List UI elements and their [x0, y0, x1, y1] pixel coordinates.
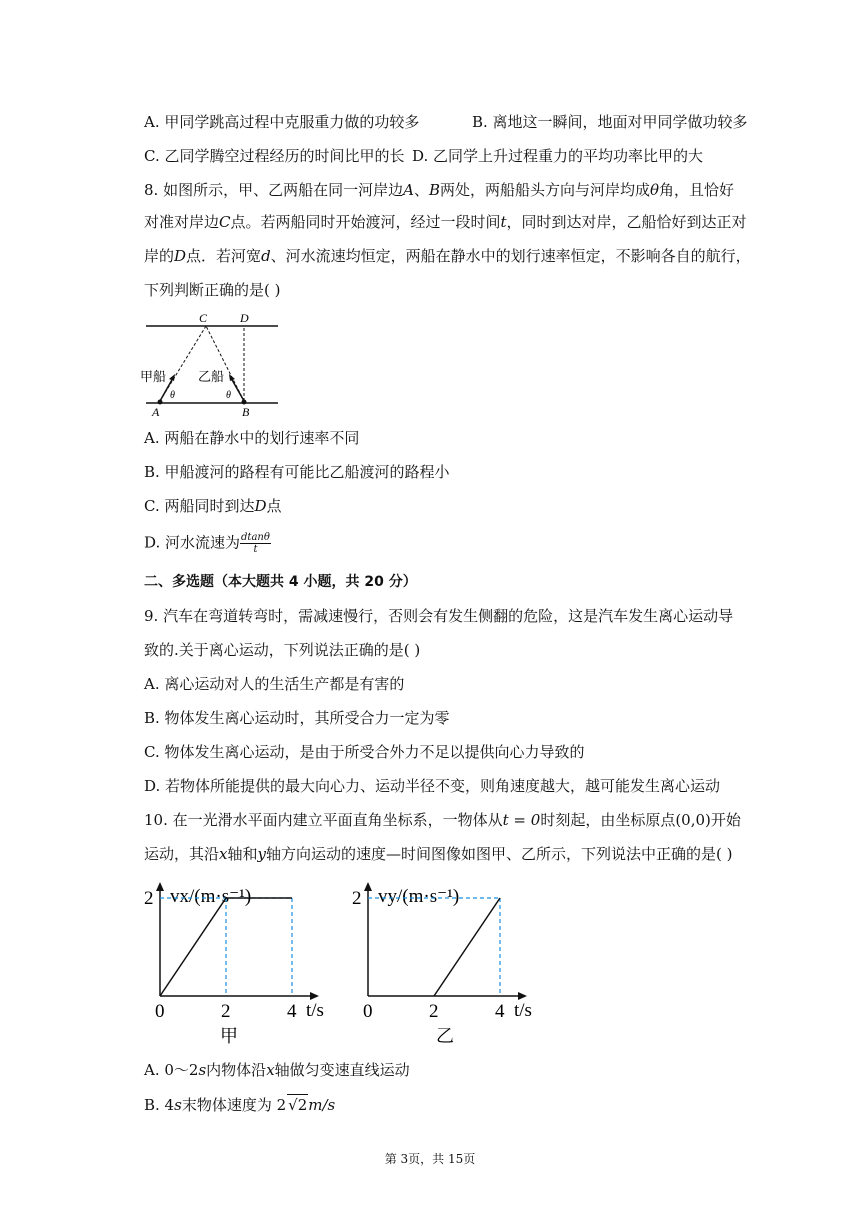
vy-time-chart: [336, 876, 556, 1048]
label-jia: 甲船: [140, 369, 167, 384]
x-tick-label-0: 0: [155, 1001, 165, 1022]
q10-option-a: A. 0～2s内物体沿x轴做匀变速直线运动: [144, 1061, 410, 1079]
q7-option-a: A. 甲同学跳高过程中克服重力做的功较多: [144, 113, 420, 131]
q9-stem-line2: 致的.关于离心运动，下列说法正确的是( ): [144, 641, 421, 659]
q8-option-a: A. 两船在静水中的划行速率不同: [144, 429, 360, 447]
label-d: D: [240, 311, 249, 325]
label-yi: 乙船: [198, 369, 225, 384]
q10-stem-line2: 运动，其沿x轴和y轴方向运动的速度—时间图像如图甲、乙所示，下列说法中正确的是( ): [144, 845, 733, 863]
theta-a: θ: [170, 390, 175, 401]
yi-arrowhead: [229, 374, 235, 381]
river-diagram: [136, 308, 286, 420]
q10-stem-line1: 10. 在一光滑水平面内建立平面直角坐标系，一物体从t = 0时刻起，由坐标原点(0,0)开始: [144, 811, 741, 829]
sqrt-2: √2: [288, 1096, 308, 1114]
q8-option-b: B. 甲船渡河的路程有可能比乙船渡河的路程小: [144, 463, 450, 481]
x-tick-label-0: 0: [363, 1001, 373, 1022]
x-tick-label-2: 2: [429, 1001, 439, 1022]
flow-speed-fraction: $\frac{dtan\theta}{t}$: [241, 532, 270, 555]
vy-ylabel: vy/(m·s⁻¹): [378, 886, 460, 907]
q10-option-b: B. 4s末物体速度为 2 √2m/s: [144, 1096, 336, 1114]
x-tick-label-4: 4: [287, 1001, 297, 1022]
q8-stem-line2: 对准对岸边C点。若两船同时开始渡河，经过一段时间t，同时到达对岸，乙船恰好到达正对: [144, 213, 747, 231]
theta-b: θ: [226, 390, 231, 401]
q7-option-c: C. 乙同学腾空过程经历的时间比甲的长: [144, 147, 405, 165]
page-footer: 第 3页，共 15页: [384, 1152, 476, 1166]
q9-option-d: D. 若物体所能提供的最大向心力、运动半径不变，则角速度越大，越可能发生离心运动: [144, 777, 721, 795]
vx-ylabel: vx/(m·s⁻¹): [170, 886, 252, 907]
vx-xlabel: t/s: [306, 1000, 324, 1021]
section-heading: 二、多选题（本大题共 4 小题，共 20 分）: [144, 574, 417, 590]
vy-series-line: [434, 898, 500, 996]
vy-title: 乙: [436, 1026, 454, 1046]
q9-stem-line1: 9. 汽车在弯道转弯时，需减速慢行，否则会有发生侧翻的危险，这是汽车发生离心运动导: [144, 607, 734, 625]
q8-stem-line3: 岸的D点．若河宽d、河水流速均恒定，两船在静水中的划行速率恒定，不影响各自的航行，: [144, 247, 751, 265]
jia-arrowhead: [169, 374, 175, 381]
x-tick-label-4: 4: [495, 1001, 505, 1022]
vx-time-chart: [138, 876, 338, 1048]
q8-stem-line4: 下列判断正确的是( ): [144, 281, 281, 299]
point-b: [242, 400, 247, 405]
y-tick-label-2: 2: [352, 888, 362, 909]
vx-title: 甲: [220, 1026, 238, 1046]
q7-option-d: D. 乙同学上升过程重力的平均功率比甲的大: [412, 147, 704, 165]
yi-heading-arrow: [231, 378, 244, 401]
q8-option-d: D. 河水流速为 $\frac{dtan\theta}{t}$: [144, 532, 270, 555]
q9-option-a: A. 离心运动对人的生活生产都是有害的: [144, 675, 405, 693]
q8-stem-line1: 8. 如图所示，甲、乙两船在同一河岸边A、B两处，两船船头方向与河岸均成θ角，且恰好: [144, 181, 735, 199]
label-b: B: [242, 405, 250, 419]
vy-xlabel: t/s: [514, 1000, 532, 1021]
q7-option-b: B. 离地这一瞬间，地面对甲同学做功较多: [472, 113, 748, 131]
x-tick-label-2: 2: [221, 1001, 231, 1022]
point-a: [158, 400, 163, 405]
y-tick-label-2: 2: [144, 888, 154, 909]
q9-option-b: B. 物体发生离心运动时，其所受合力一定为零: [144, 709, 450, 727]
label-c: C: [199, 311, 208, 325]
q8-option-c: C. 两船同时到达D点: [144, 497, 282, 515]
label-a: A: [152, 405, 160, 419]
q9-option-c: C. 物体发生离心运动，是由于所受合外力不足以提供向心力导致的: [144, 743, 585, 761]
